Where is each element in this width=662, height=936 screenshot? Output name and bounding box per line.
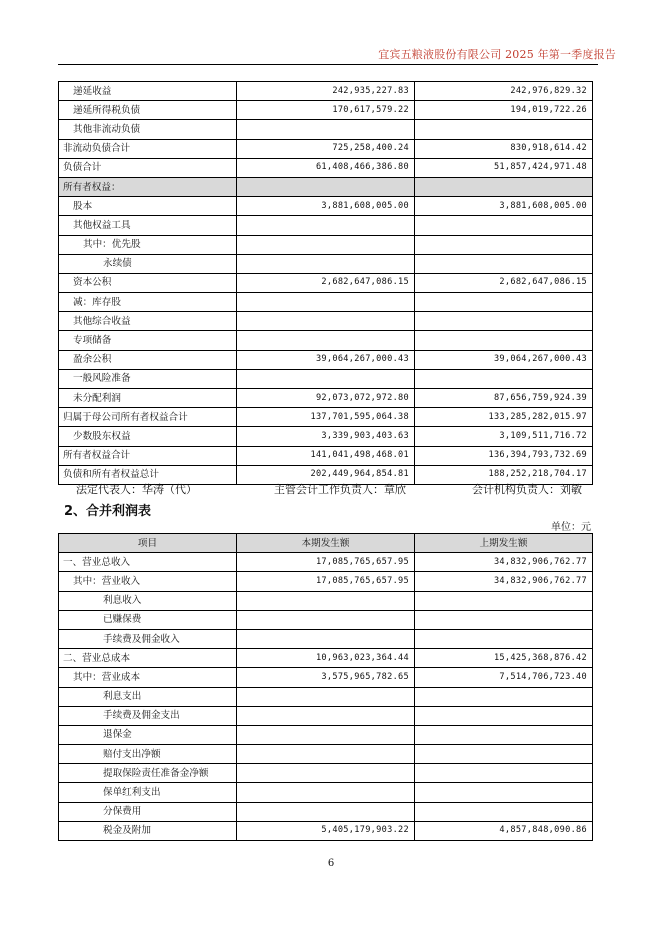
current-period-value: 5,405,179,903.22 bbox=[237, 821, 415, 840]
previous-period-value bbox=[415, 177, 593, 196]
row-label: 分保费用 bbox=[59, 802, 237, 821]
current-period-value: 17,085,765,657.95 bbox=[237, 572, 415, 591]
table-row bbox=[59, 235, 593, 254]
row-label: 退保金 bbox=[59, 725, 237, 744]
current-period-value: 17,085,765,657.95 bbox=[237, 553, 415, 572]
row-label: 非流动负债合计 bbox=[59, 139, 237, 158]
previous-period-value bbox=[415, 706, 593, 725]
current-period-value bbox=[237, 369, 415, 388]
table-row bbox=[59, 610, 593, 629]
income-statement-table bbox=[58, 533, 593, 841]
table-row bbox=[59, 158, 593, 177]
row-label: 其他综合收益 bbox=[59, 312, 237, 331]
previous-period-value bbox=[415, 293, 593, 312]
previous-period-value bbox=[415, 235, 593, 254]
table-row bbox=[59, 350, 593, 369]
table-row bbox=[59, 389, 593, 408]
current-period-value: 141,041,498,468.01 bbox=[237, 446, 415, 465]
row-label: 其他非流动负债 bbox=[59, 120, 237, 139]
table-row bbox=[59, 312, 593, 331]
table-row bbox=[59, 273, 593, 292]
current-period-value bbox=[237, 725, 415, 744]
table-row bbox=[59, 120, 593, 139]
current-period-value bbox=[237, 764, 415, 783]
previous-period-value: 830,918,614.42 bbox=[415, 139, 593, 158]
row-label: 所有者权益： bbox=[59, 177, 237, 196]
previous-period-value bbox=[415, 725, 593, 744]
current-period-value bbox=[237, 687, 415, 706]
previous-period-value bbox=[415, 254, 593, 273]
previous-period-value: 7,514,706,723.40 bbox=[415, 668, 593, 687]
current-period-value: 170,617,579.22 bbox=[237, 101, 415, 120]
table-row bbox=[59, 254, 593, 273]
row-label: 税金及附加 bbox=[59, 821, 237, 840]
current-period-value: 3,339,903,403.63 bbox=[237, 427, 415, 446]
previous-period-value: 15,425,368,876.42 bbox=[415, 649, 593, 668]
row-label: 二、营业总成本 bbox=[59, 649, 237, 668]
row-label: 递延收益 bbox=[59, 82, 237, 101]
row-label: 其中：营业收入 bbox=[59, 572, 237, 591]
current-period-value bbox=[237, 120, 415, 139]
header-divider bbox=[58, 64, 598, 65]
table-row bbox=[59, 783, 593, 802]
row-label: 永续债 bbox=[59, 254, 237, 273]
current-period-value: 725,258,400.24 bbox=[237, 139, 415, 158]
row-label: 赔付支出净额 bbox=[59, 745, 237, 764]
previous-period-value bbox=[415, 687, 593, 706]
column-header-previous: 上期发生额 bbox=[415, 534, 593, 553]
current-period-value bbox=[237, 610, 415, 629]
table-row bbox=[59, 649, 593, 668]
previous-period-value bbox=[415, 764, 593, 783]
row-label: 少数股东权益 bbox=[59, 427, 237, 446]
row-label: 提取保险责任准备金净额 bbox=[59, 764, 237, 783]
table-row bbox=[59, 668, 593, 687]
previous-period-value: 87,656,759,924.39 bbox=[415, 389, 593, 408]
report-header-title: 宜宾五粮液股份有限公司 2025 年第一季度报告 bbox=[378, 48, 616, 61]
column-header-current: 本期发生额 bbox=[237, 534, 415, 553]
row-label: 未分配利润 bbox=[59, 389, 237, 408]
previous-period-value bbox=[415, 120, 593, 139]
current-period-value: 3,575,965,782.65 bbox=[237, 668, 415, 687]
current-period-value bbox=[237, 254, 415, 273]
table-row bbox=[59, 139, 593, 158]
table-row bbox=[59, 764, 593, 783]
previous-period-value bbox=[415, 312, 593, 331]
legal-representative: 法定代表人：华涛（代） bbox=[76, 483, 197, 496]
previous-period-value bbox=[415, 216, 593, 235]
previous-period-value: 3,109,511,716.72 bbox=[415, 427, 593, 446]
income-statement-title: 2、合并利润表 bbox=[64, 504, 152, 519]
table-row bbox=[59, 821, 593, 840]
accounting-head: 主管会计工作负责人：章欣 bbox=[274, 483, 406, 496]
row-label: 一般风险准备 bbox=[59, 369, 237, 388]
previous-period-value: 34,832,906,762.77 bbox=[415, 553, 593, 572]
current-period-value: 202,449,964,854.81 bbox=[237, 465, 415, 484]
previous-period-value: 51,857,424,971.48 bbox=[415, 158, 593, 177]
current-period-value bbox=[237, 802, 415, 821]
current-period-value: 39,064,267,000.43 bbox=[237, 350, 415, 369]
previous-period-value: 194,019,722.26 bbox=[415, 101, 593, 120]
row-label: 一、营业总收入 bbox=[59, 553, 237, 572]
table-row bbox=[59, 553, 593, 572]
table-row bbox=[59, 216, 593, 235]
table-row bbox=[59, 802, 593, 821]
current-period-value: 242,935,227.83 bbox=[237, 82, 415, 101]
current-period-value: 2,682,647,086.15 bbox=[237, 273, 415, 292]
previous-period-value bbox=[415, 629, 593, 648]
table-row bbox=[59, 177, 593, 196]
row-label: 手续费及佣金收入 bbox=[59, 629, 237, 648]
previous-period-value: 242,976,829.32 bbox=[415, 82, 593, 101]
current-period-value bbox=[237, 591, 415, 610]
current-period-value bbox=[237, 783, 415, 802]
unit-label: 单位：元 bbox=[551, 522, 591, 533]
table-row bbox=[59, 745, 593, 764]
table-row bbox=[59, 629, 593, 648]
current-period-value bbox=[237, 745, 415, 764]
table-row bbox=[59, 427, 593, 446]
table-row bbox=[59, 82, 593, 101]
row-label: 归属于母公司所有者权益合计 bbox=[59, 408, 237, 427]
current-period-value bbox=[237, 629, 415, 648]
previous-period-value bbox=[415, 610, 593, 629]
current-period-value bbox=[237, 331, 415, 350]
table-row bbox=[59, 706, 593, 725]
row-label: 负债合计 bbox=[59, 158, 237, 177]
previous-period-value: 3,881,608,005.00 bbox=[415, 197, 593, 216]
current-period-value: 92,073,072,972.80 bbox=[237, 389, 415, 408]
previous-period-value bbox=[415, 331, 593, 350]
current-period-value bbox=[237, 235, 415, 254]
row-label: 其他权益工具 bbox=[59, 216, 237, 235]
previous-period-value: 133,285,282,015.97 bbox=[415, 408, 593, 427]
table-row bbox=[59, 408, 593, 427]
table-row bbox=[59, 687, 593, 706]
row-label: 利息收入 bbox=[59, 591, 237, 610]
previous-period-value: 4,857,848,090.86 bbox=[415, 821, 593, 840]
row-label: 减：库存股 bbox=[59, 293, 237, 312]
column-header-item: 项目 bbox=[59, 534, 237, 553]
row-label: 其中：营业成本 bbox=[59, 668, 237, 687]
row-label: 资本公积 bbox=[59, 273, 237, 292]
row-label: 利息支出 bbox=[59, 687, 237, 706]
row-label: 手续费及佣金支出 bbox=[59, 706, 237, 725]
table-row bbox=[59, 331, 593, 350]
table-row bbox=[59, 446, 593, 465]
row-label: 所有者权益合计 bbox=[59, 446, 237, 465]
current-period-value: 10,963,023,364.44 bbox=[237, 649, 415, 668]
row-label: 负债和所有者权益总计 bbox=[59, 465, 237, 484]
table-row bbox=[59, 293, 593, 312]
row-label: 递延所得税负债 bbox=[59, 101, 237, 120]
current-period-value: 3,881,608,005.00 bbox=[237, 197, 415, 216]
signature-line bbox=[0, 481, 662, 497]
table-row bbox=[59, 369, 593, 388]
row-label: 专项储备 bbox=[59, 331, 237, 350]
accounting-org-head: 会计机构负责人：刘敏 bbox=[472, 483, 582, 496]
previous-period-value bbox=[415, 591, 593, 610]
table-row bbox=[59, 591, 593, 610]
previous-period-value: 188,252,218,704.17 bbox=[415, 465, 593, 484]
row-label: 保单红利支出 bbox=[59, 783, 237, 802]
previous-period-value: 39,064,267,000.43 bbox=[415, 350, 593, 369]
row-label: 盈余公积 bbox=[59, 350, 237, 369]
table-row bbox=[59, 725, 593, 744]
income-statement-header-row bbox=[59, 534, 593, 553]
previous-period-value bbox=[415, 369, 593, 388]
row-label: 股本 bbox=[59, 197, 237, 216]
current-period-value bbox=[237, 706, 415, 725]
current-period-value bbox=[237, 293, 415, 312]
current-period-value bbox=[237, 216, 415, 235]
current-period-value: 137,701,595,064.38 bbox=[237, 408, 415, 427]
previous-period-value: 2,682,647,086.15 bbox=[415, 273, 593, 292]
page-number: 6 bbox=[327, 858, 335, 869]
previous-period-value: 136,394,793,732.69 bbox=[415, 446, 593, 465]
previous-period-value bbox=[415, 745, 593, 764]
row-label: 已赚保费 bbox=[59, 610, 237, 629]
table-row bbox=[59, 572, 593, 591]
current-period-value bbox=[237, 177, 415, 196]
table-row bbox=[59, 197, 593, 216]
balance-sheet-table bbox=[58, 81, 593, 485]
current-period-value: 61,408,466,386.80 bbox=[237, 158, 415, 177]
current-period-value bbox=[237, 312, 415, 331]
table-row bbox=[59, 101, 593, 120]
previous-period-value: 34,832,906,762.77 bbox=[415, 572, 593, 591]
previous-period-value bbox=[415, 802, 593, 821]
previous-period-value bbox=[415, 783, 593, 802]
row-label: 其中：优先股 bbox=[59, 235, 237, 254]
